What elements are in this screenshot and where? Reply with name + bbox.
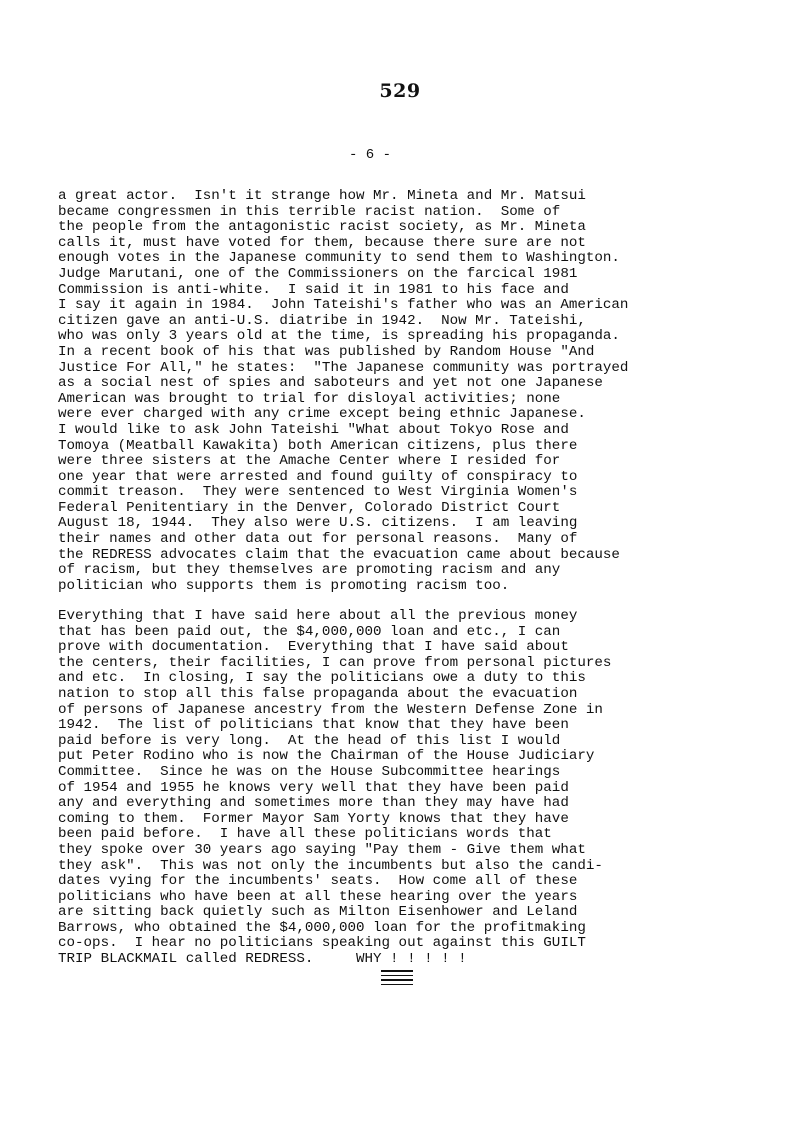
text-line: Barrows, who obtained the $4,000,000 loan for the profitmaking	[58, 919, 586, 936]
text-line: I say it again in 1984. John Tateishi's father who was an American	[58, 297, 629, 314]
text-line: were ever charged with any crime except being ethnic Japanese.	[58, 406, 586, 423]
text-line: the REDRESS advocates claim that the evacuation came about because	[58, 546, 620, 563]
text-line: politicians who have been at all these hearing over the years	[58, 888, 578, 905]
text-line: Everything that I have said here about all the previous money	[58, 608, 578, 624]
text-line: they spoke over 30 years ago saying "Pay them - Give them what	[58, 841, 586, 858]
underline-rule	[381, 979, 413, 981]
text-line: dates vying for the incumbents' seats. How come all of these	[58, 873, 578, 890]
underline-rule	[381, 970, 413, 972]
exclamation-marks: ! ! ! ! !	[381, 951, 467, 968]
text-line: they ask". This was not only the incumbents but also the candi-	[58, 857, 603, 874]
why-emphasis: WHY	[356, 951, 382, 968]
text-line: of racism, but they themselves are promoting racism and any	[58, 562, 561, 579]
text-line: and etc. In closing, I say the politicians owe a duty to this	[58, 670, 586, 687]
text-line: Commission is anti-white. I said it in 1981 to his face and	[58, 281, 569, 298]
text-line: American was brought to trial for disloyal activities; none	[58, 390, 561, 407]
paragraph-1	[58, 189, 628, 594]
text-line: of persons of Japanese ancestry from the Western Defense Zone in	[58, 701, 603, 718]
sub-page-number: - 6 -	[349, 147, 392, 163]
text-line: I would like to ask John Tateishi "What about Tokyo Rose and	[58, 421, 569, 438]
text-line: a great actor. Isn't it strange how Mr. Mineta and Mr. Matsui	[58, 188, 586, 204]
text-line: as a social nest of spies and saboteurs and yet not one Japanese	[58, 375, 603, 392]
text-line: put Peter Rodino who is now the Chairman of the House Judiciary	[58, 748, 595, 765]
why-underline-rules	[381, 970, 413, 988]
text-line: commit treason. They were sentenced to West Virginia Women's	[58, 484, 578, 501]
text-line: prove with documentation. Everything that I have said about	[58, 639, 569, 656]
paragraph-2	[58, 609, 611, 968]
text-line: 1942. The list of politicians that know that they have been	[58, 717, 569, 734]
text-line: the people from the antagonistic racist society, as Mr. Mineta	[58, 219, 586, 236]
text-line: the centers, their facilities, I can prove from personal pictures	[58, 654, 612, 671]
text-line: Tomoya (Meatball Kawakita) both American citizens, plus there	[58, 437, 578, 454]
text-line: any and everything and sometimes more than they may have had	[58, 795, 569, 812]
text-line: of 1954 and 1955 he knows very well that they have been paid	[58, 779, 569, 796]
text-line: politician who supports them is promoting racism too.	[58, 577, 510, 594]
text-line: their names and other data out for personal reasons. Many of	[58, 531, 578, 548]
text-line: who was only 3 years old at the time, is spreading his propaganda.	[58, 328, 620, 345]
text-line: co-ops. I hear no politicians speaking out against this GUILT	[58, 935, 586, 952]
text-line: that has been paid out, the $4,000,000 loan and etc., I can	[58, 623, 561, 640]
text-line: nation to stop all this false propaganda about the evacuation	[58, 685, 578, 702]
closing-line	[58, 952, 611, 968]
underline-rule	[381, 984, 413, 986]
text-line: became congressmen in this terrible racist nation. Some of	[58, 203, 561, 220]
text-line: Federal Penitentiary in the Denver, Colorado District Court	[58, 499, 561, 516]
text-line: Justice For All," he states: "The Japanese community was portrayed	[58, 359, 629, 376]
text-line: enough votes in the Japanese community to send them to Washington.	[58, 250, 620, 267]
text-line: been paid before. I have all these politicians words that	[58, 826, 552, 843]
closing-line-text: TRIP BLACKMAIL called REDRESS.	[58, 951, 356, 968]
text-line: Judge Marutani, one of the Commissioners on the farcical 1981	[58, 265, 578, 282]
text-line: one year that were arrested and found guilty of conspiracy to	[58, 468, 578, 485]
text-line: coming to them. Former Mayor Sam Yorty knows that they have	[58, 810, 569, 827]
text-line: citizen gave an anti-U.S. diatribe in 1942. Now Mr. Tateishi,	[58, 312, 586, 329]
text-line: August 18, 1944. They also were U.S. citizens. I am leaving	[58, 515, 578, 532]
underline-rule	[381, 975, 413, 977]
page-number: 529	[379, 80, 421, 102]
text-line: are sitting back quietly such as Milton Eisenhower and Leland	[58, 904, 578, 921]
text-line: calls it, must have voted for them, because there sure are not	[58, 234, 586, 251]
text-line: were three sisters at the Amache Center where I resided for	[58, 453, 561, 470]
text-line: paid before is very long. At the head of this list I would	[58, 732, 561, 749]
text-line: In a recent book of his that was published by Random House "And	[58, 343, 595, 360]
text-line: Committee. Since he was on the House Subcommittee hearings	[58, 763, 561, 780]
